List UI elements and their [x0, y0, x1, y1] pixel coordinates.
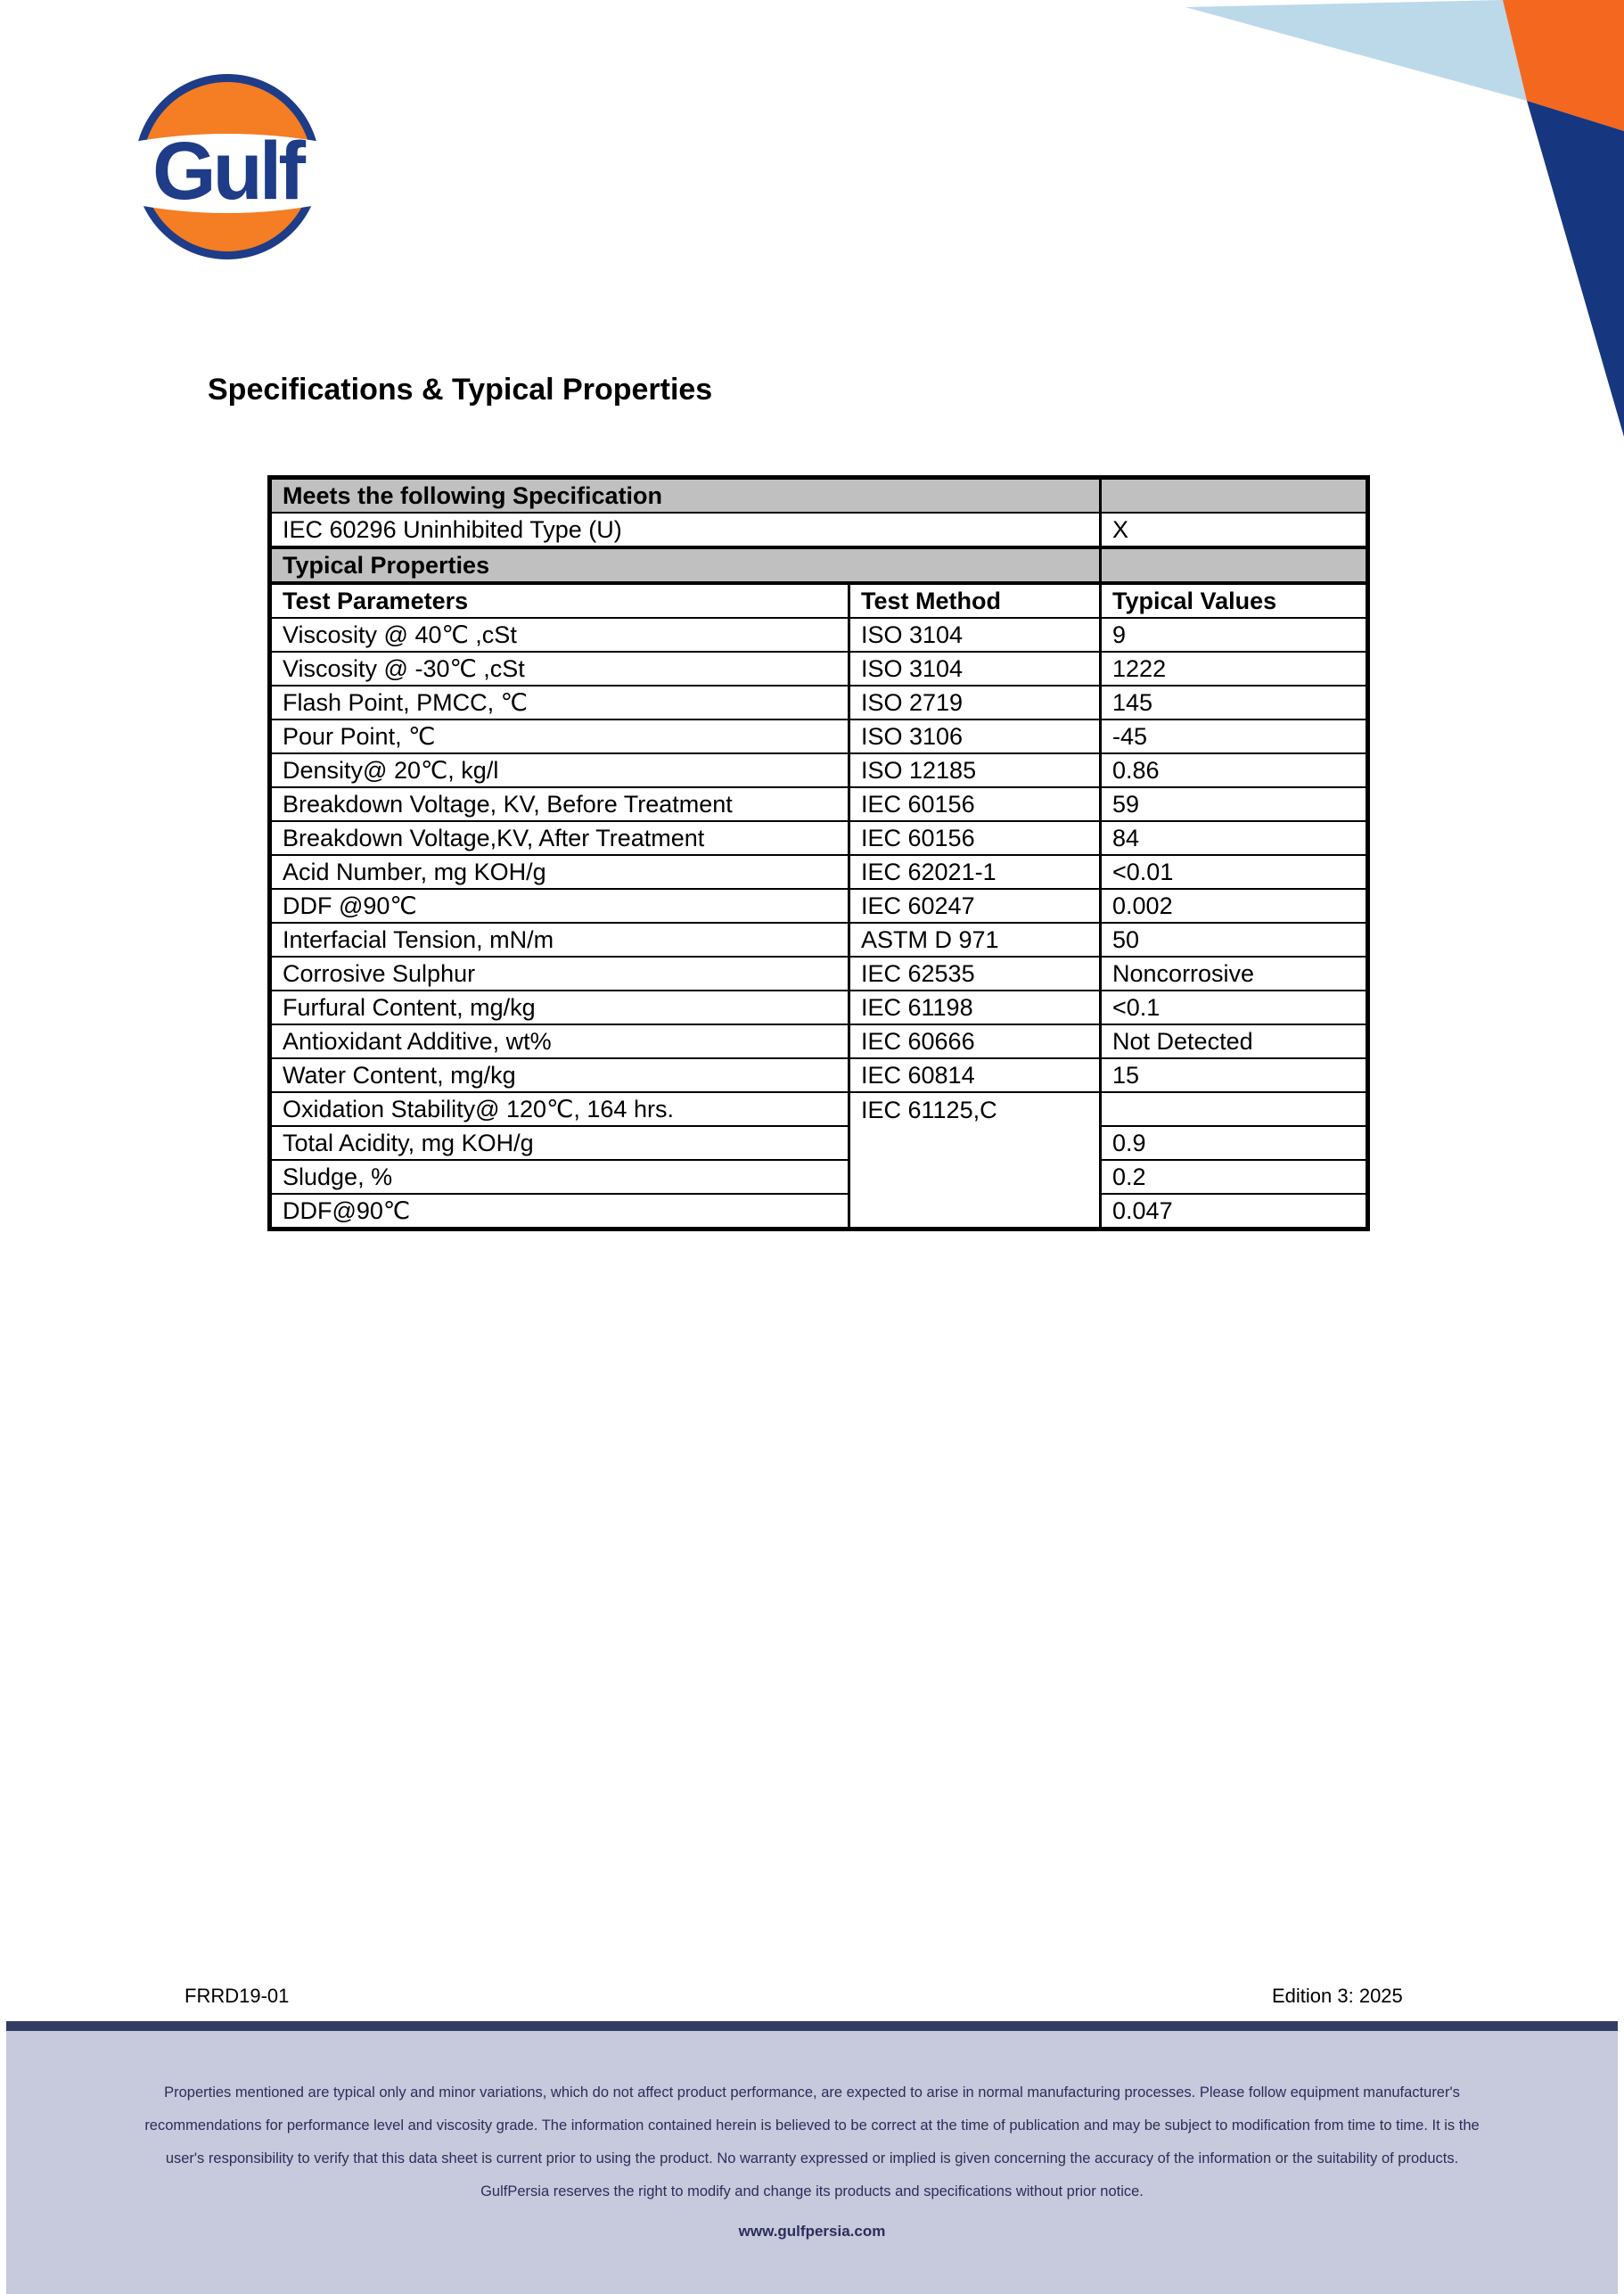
- value-cell: Noncorrosive: [1101, 957, 1368, 991]
- column-header-values: Typical Values: [1101, 583, 1368, 618]
- param-cell: Antioxidant Additive, wt%: [270, 1024, 849, 1058]
- param-cell: Acid Number, mg KOH/g: [270, 855, 849, 889]
- disclaimer-line: GulfPersia reserves the right to modify and change its products and specifications without prior notice.: [480, 2183, 1144, 2199]
- spec-header-cell: Meets the following Specification: [270, 478, 1101, 514]
- table-row: [270, 618, 1368, 652]
- param-cell: Corrosive Sulphur: [270, 957, 849, 991]
- website-url: www.gulfpersia.com: [738, 2223, 886, 2240]
- method-cell: IEC 60814: [849, 1058, 1101, 1092]
- table-row: [270, 719, 1368, 753]
- param-cell: Viscosity @ -30℃ ,cSt: [270, 652, 849, 686]
- spec-standard-value: X: [1101, 513, 1368, 547]
- method-cell: IEC 61198: [849, 991, 1101, 1024]
- value-cell: 15: [1101, 1058, 1368, 1092]
- value-cell: 50: [1101, 923, 1368, 957]
- spec-table-body: [270, 618, 1368, 1229]
- disclaimer-line: Properties mentioned are typical only and minor variations, which do not affect product performance, are expected to arise in normal manufacturing processes. Please follow equipment manufacturer's: [164, 2084, 1460, 2101]
- method-cell: IEC 60156: [849, 787, 1101, 821]
- page-title: Specifications & Typical Properties: [208, 373, 713, 407]
- edition-label: Edition 3: 2025: [1272, 1985, 1403, 2007]
- table-row: [270, 652, 1368, 686]
- method-cell: ISO 3106: [849, 719, 1101, 753]
- table-row: [270, 821, 1368, 855]
- table-row: [270, 1194, 1368, 1229]
- column-header-method: Test Method: [849, 583, 1101, 618]
- value-cell: <0.01: [1101, 855, 1368, 889]
- method-cell: ISO 3104: [849, 618, 1101, 652]
- method-cell: IEC 60247: [849, 889, 1101, 923]
- param-cell: DDF @90℃: [270, 889, 849, 923]
- table-row: [270, 923, 1368, 957]
- value-cell: 145: [1101, 686, 1368, 719]
- column-header-parameters: Test Parameters: [270, 583, 849, 618]
- value-cell: 0.9: [1101, 1126, 1368, 1160]
- method-cell: IEC 62535: [849, 957, 1101, 991]
- value-cell: -45: [1101, 719, 1368, 753]
- document-code: FRRD19-01: [185, 1985, 290, 2007]
- table-row: [270, 889, 1368, 923]
- value-cell: 84: [1101, 821, 1368, 855]
- method-cell: ISO 3104: [849, 652, 1101, 686]
- method-cell: IEC 61125,C: [849, 1092, 1101, 1229]
- value-cell: 0.86: [1101, 753, 1368, 787]
- footer-divider-bar: [6, 2021, 1618, 2031]
- method-cell: IEC 62021-1: [849, 855, 1101, 889]
- table-row: [270, 991, 1368, 1024]
- table-row: [270, 1160, 1368, 1194]
- param-cell: Breakdown Voltage, KV, Before Treatment: [270, 787, 849, 821]
- param-cell: Total Acidity, mg KOH/g: [270, 1126, 849, 1160]
- table-row: [270, 957, 1368, 991]
- column-header-row: [270, 583, 1368, 618]
- param-cell: DDF@90℃: [270, 1194, 849, 1229]
- table-row: [270, 1024, 1368, 1058]
- param-cell: Breakdown Voltage,KV, After Treatment: [270, 821, 849, 855]
- method-cell: ASTM D 971: [849, 923, 1101, 957]
- table-row: [270, 753, 1368, 787]
- spec-standard-label: IEC 60296 Uninhibited Type (U): [270, 513, 1101, 547]
- param-cell: Interfacial Tension, mN/m: [270, 923, 849, 957]
- value-cell: 0.002: [1101, 889, 1368, 923]
- spec-header-row: [270, 478, 1368, 514]
- value-cell: 0.047: [1101, 1194, 1368, 1229]
- value-cell: <0.1: [1101, 991, 1368, 1024]
- corner-darkblue-shape: [1527, 101, 1624, 437]
- section-header-row: [270, 547, 1368, 583]
- corner-orange-shape: [1503, 0, 1624, 131]
- value-cell: [1101, 1092, 1368, 1126]
- spec-table: [267, 475, 1370, 1231]
- value-cell: 59: [1101, 787, 1368, 821]
- section-header-empty-cell: [1101, 547, 1368, 583]
- disclaimer-line: recommendations for performance level and viscosity grade. The information contained herein is believed to be correct at the time of publication and may be subject to modification from time to time. It is the: [144, 2117, 1480, 2134]
- gulf-logo: [129, 67, 325, 263]
- param-cell: Water Content, mg/kg: [270, 1058, 849, 1092]
- table-row: [270, 1126, 1368, 1160]
- table-row: [270, 1092, 1368, 1126]
- method-cell: ISO 12185: [849, 753, 1101, 787]
- method-cell: IEC 60666: [849, 1024, 1101, 1058]
- corner-lightblue-shape: [1185, 0, 1527, 101]
- table-row: [270, 787, 1368, 821]
- param-cell: Viscosity @ 40℃ ,cSt: [270, 618, 849, 652]
- table-row: [270, 686, 1368, 719]
- param-cell: Furfural Content, mg/kg: [270, 991, 849, 1024]
- param-cell: Pour Point, ℃: [270, 719, 849, 753]
- disclaimer-line: user's responsibility to verify that this data sheet is current prior to using the product. No warranty expressed or implied is given concerning the accuracy of the information or the suitability of products.: [165, 2150, 1459, 2167]
- param-cell: Sludge, %: [270, 1160, 849, 1194]
- value-cell: 1222: [1101, 652, 1368, 686]
- param-cell: Oxidation Stability@ 120℃, 164 hrs.: [270, 1092, 849, 1126]
- spec-header-empty-cell: [1101, 478, 1368, 514]
- method-cell: IEC 60156: [849, 821, 1101, 855]
- table-row: [270, 855, 1368, 889]
- value-cell: Not Detected: [1101, 1024, 1368, 1058]
- footer-panel: [6, 2031, 1618, 2294]
- param-cell: Density@ 20℃, kg/l: [270, 753, 849, 787]
- section-header-cell: Typical Properties: [270, 547, 1101, 583]
- logo-wordmark: Gulf: [152, 126, 302, 217]
- spec-standard-row: [270, 513, 1368, 547]
- value-cell: 9: [1101, 618, 1368, 652]
- value-cell: 0.2: [1101, 1160, 1368, 1194]
- param-cell: Flash Point, PMCC, ℃: [270, 686, 849, 719]
- table-row: [270, 1058, 1368, 1092]
- method-cell: ISO 2719: [849, 686, 1101, 719]
